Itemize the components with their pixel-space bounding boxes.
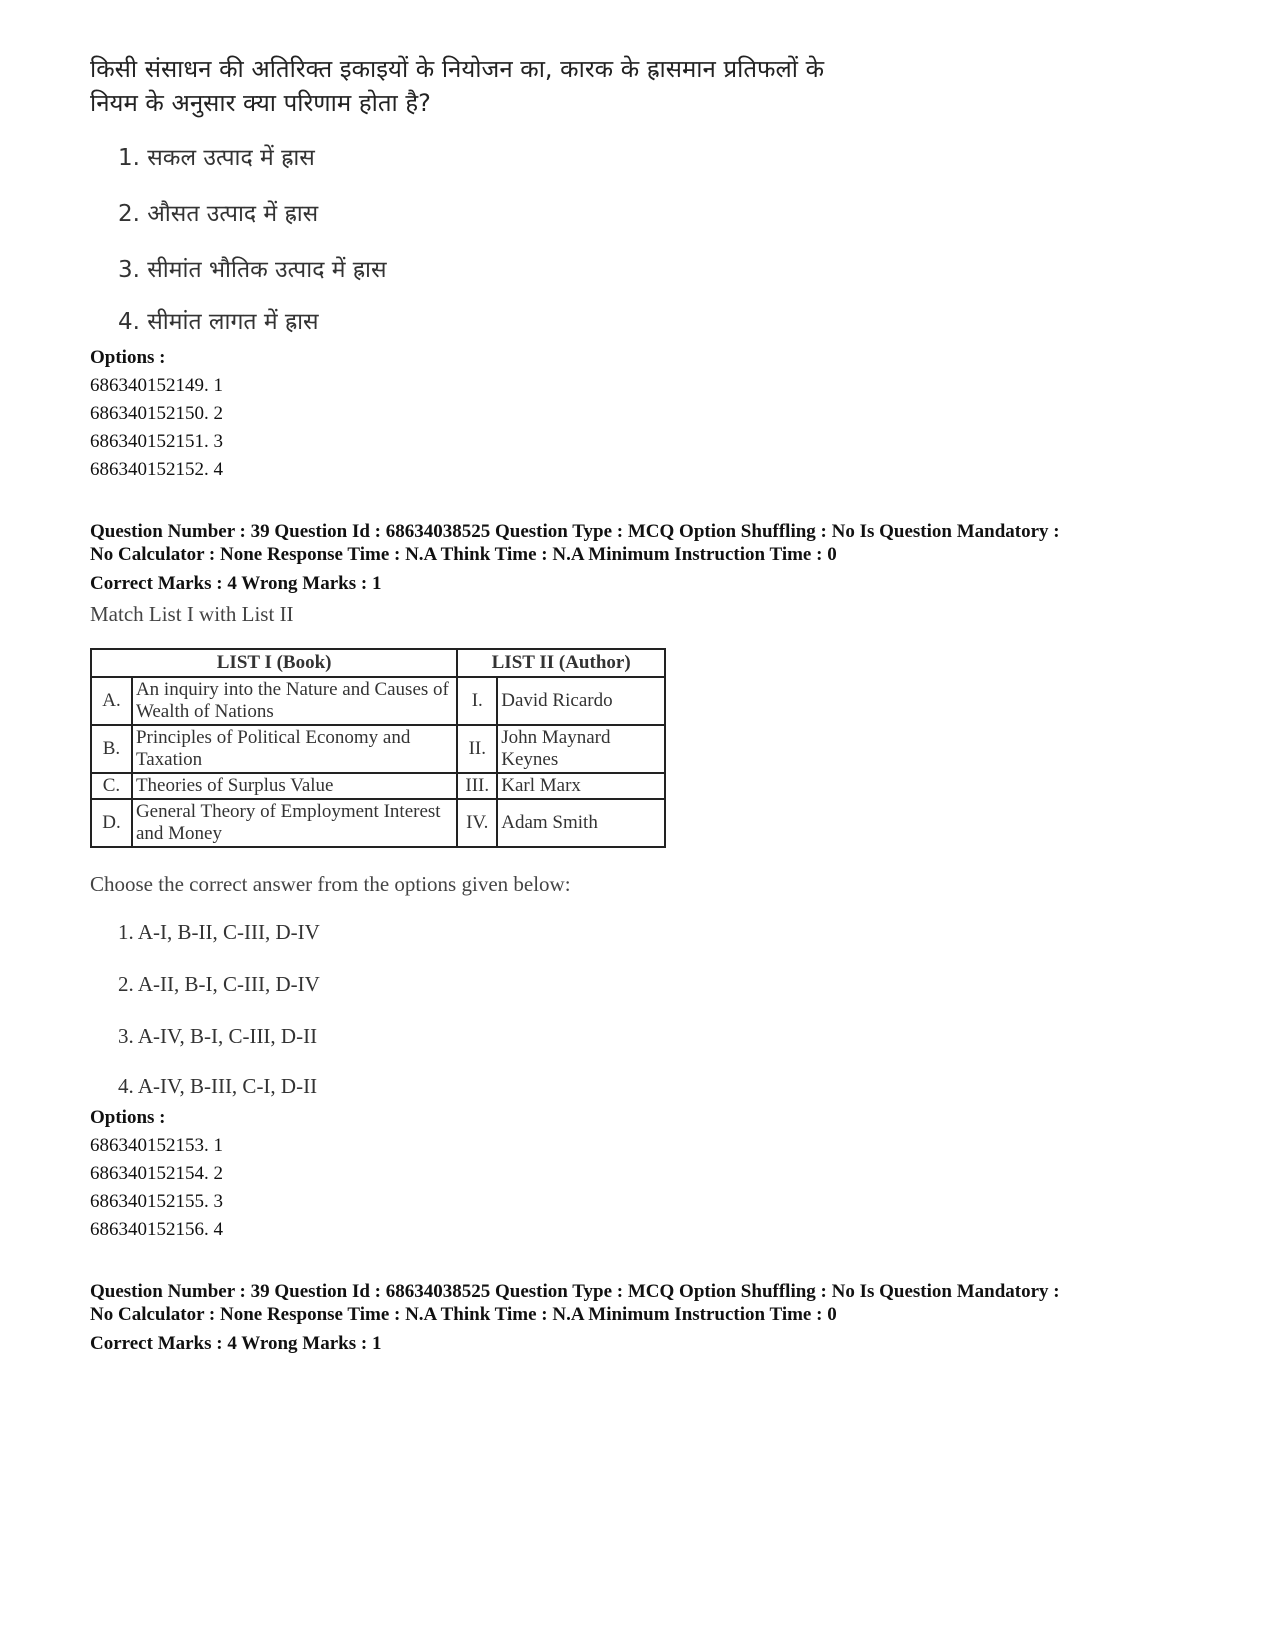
author-name: Adam Smith [497, 799, 665, 847]
book-title: An inquiry into the Nature and Causes of Wealth of Nations [132, 677, 457, 725]
row-letter: D. [91, 799, 132, 847]
choice-item: 1. A-I, B-II, C-III, D-IV [118, 920, 320, 944]
question-marks: Correct Marks : 4 Wrong Marks : 1 [90, 573, 382, 594]
list1-header: LIST I (Book) [91, 649, 457, 677]
book-title: Theories of Surplus Value [132, 773, 457, 799]
exam-page [90, 52, 1210, 1358]
question-prompt: Match List I with List II [90, 602, 294, 626]
row-numeral: I. [457, 677, 497, 725]
row-numeral: IV. [457, 799, 497, 847]
choice-item: 2. A-II, B-I, C-III, D-IV [118, 972, 320, 996]
match-table-header [91, 649, 665, 677]
question-meta-line: No Calculator : None Response Time : N.A Think Time : N.A Minimum Instruction Time : 0 [90, 1304, 837, 1325]
row-numeral: III. [457, 773, 497, 799]
choice-item: 4. A-IV, B-III, C-I, D-II [118, 1074, 318, 1098]
row-numeral: II. [457, 725, 497, 773]
choice-item: 3. A-IV, B-I, C-III, D-II [118, 1024, 318, 1048]
choose-instruction: Choose the correct answer from the options given below: [90, 872, 571, 896]
option-id: 686340152154. 2 [90, 1163, 223, 1184]
option-id: 686340152149. 1 [90, 375, 223, 396]
table-row [91, 725, 665, 773]
choice-item: 3. सीमांत भौतिक उत्पाद में ह्रास [118, 257, 387, 283]
question-meta-line: Question Number : 39 Question Id : 68634038525 Question Type : MCQ Option Shuffling : No Is Question Mandatory : [90, 1281, 1060, 1302]
choice-list [90, 906, 1210, 1102]
match-table [90, 648, 666, 848]
row-letter: A. [91, 677, 132, 725]
table-row [91, 773, 665, 799]
option-id: 686340152156. 4 [90, 1219, 223, 1240]
question-meta-line: Question Number : 39 Question Id : 68634038525 Question Type : MCQ Option Shuffling : No Is Question Mandatory : [90, 521, 1060, 542]
question-meta [90, 1280, 1210, 1326]
choice-item: 2. औसत उत्पाद में ह्रास [118, 201, 319, 227]
book-title: General Theory of Employment Interest and Money [132, 799, 457, 847]
row-letter: C. [91, 773, 132, 799]
option-id: 686340152150. 2 [90, 403, 223, 424]
option-id: 686340152153. 1 [90, 1135, 223, 1156]
row-letter: B. [91, 725, 132, 773]
book-title: Principles of Political Economy and Taxation [132, 725, 457, 773]
choice-item: 1. सकल उत्पाद में ह्रास [118, 145, 315, 171]
question-text-hindi: किसी संसाधन की अतिरिक्त इकाइयों के नियोजन का, कारक के ह्रासमान प्रतिफलों के नियम के अनुसार क्या परिणाम होता है? [90, 55, 825, 117]
options-heading: Options : [90, 347, 166, 368]
choice-list-hindi [90, 130, 1210, 342]
question-meta [90, 520, 1210, 566]
table-row [91, 677, 665, 725]
author-name: David Ricardo [497, 677, 665, 725]
table-row [91, 799, 665, 847]
list2-header: LIST II (Author) [457, 649, 665, 677]
author-name: John Maynard Keynes [497, 725, 665, 773]
option-id: 686340152151. 3 [90, 431, 223, 452]
option-id: 686340152155. 3 [90, 1191, 223, 1212]
question-marks: Correct Marks : 4 Wrong Marks : 1 [90, 1333, 382, 1354]
author-name: Karl Marx [497, 773, 665, 799]
option-id: 686340152152. 4 [90, 459, 223, 480]
options-heading: Options : [90, 1107, 166, 1128]
question-meta-line: No Calculator : None Response Time : N.A Think Time : N.A Minimum Instruction Time : 0 [90, 544, 837, 565]
choice-item: 4. सीमांत लागत में ह्रास [118, 309, 319, 335]
